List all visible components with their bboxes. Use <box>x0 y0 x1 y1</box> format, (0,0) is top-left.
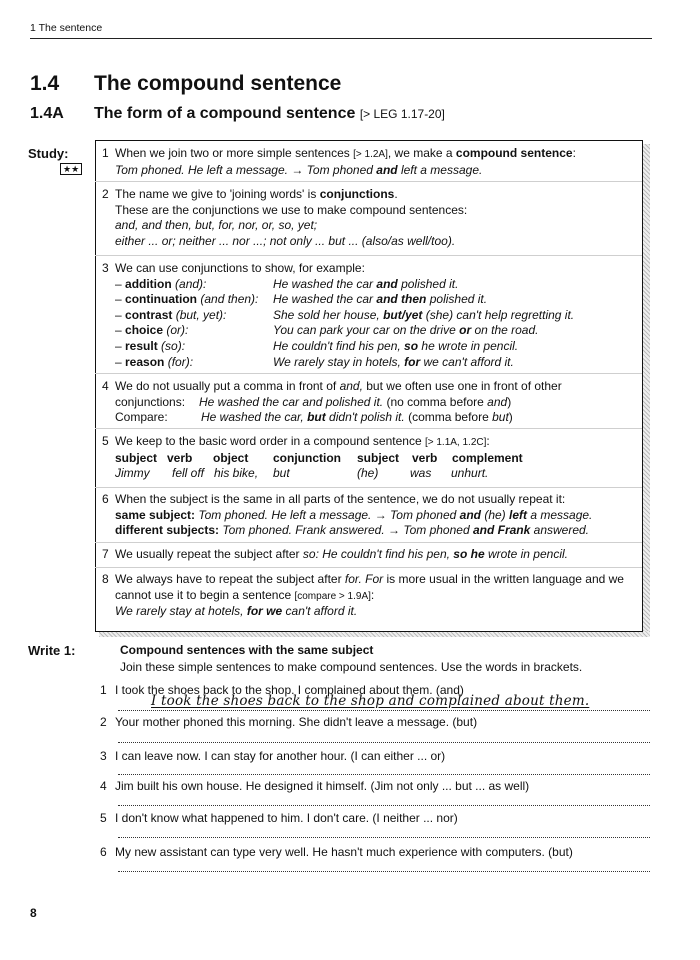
study-separator <box>95 487 642 488</box>
answer-line[interactable] <box>118 710 650 711</box>
answer-line[interactable] <box>118 774 650 775</box>
box-shadow-right <box>642 144 650 634</box>
study-separator <box>95 567 642 568</box>
exercise-number: 6 <box>100 845 107 859</box>
answer-line[interactable] <box>118 742 650 743</box>
exercise-prompt: I can leave now. I can stay for another hour. (I can either ... or) <box>115 749 446 763</box>
word-order-headers: subject verb object conjunction subject verb complement <box>115 450 523 465</box>
point-number: 1 <box>102 146 109 160</box>
study-point-8: 8 We always have to repeat the subject after for. For is more usual in the written language and we cannot use it to begin a sentence [compare > 1.9A]: We rarely stay at hotels, for we can't afford it. <box>102 572 624 619</box>
label-same-subject: same subject: <box>115 507 196 522</box>
usage-gloss: (or): <box>163 323 189 338</box>
study-point-4: 4 We do not usually put a comma in front of and, but we often use one in front of other conjunctions:He washed the car and polished it. (no comma before and) Compare: He washed the car, but didn't polish it. (comma before but) <box>102 379 562 425</box>
text: We can use conjunctions to show, for example: <box>115 261 365 275</box>
text: : <box>572 146 576 160</box>
example: Tom phoned. He left a message. <box>115 162 288 177</box>
section-number: 1.4 <box>30 72 60 95</box>
usage-term: addition <box>125 276 172 291</box>
usage-gloss: (for): <box>164 354 194 369</box>
exercise-number: 1 <box>100 683 107 697</box>
example-emphasis: and <box>376 162 398 177</box>
usage-row: – result (so): He couldn't find his pen, so he wrote in pencil. <box>115 338 519 353</box>
example: He washed the car, but didn't polish it. <box>201 410 405 425</box>
usage-row: – continuation (and then): He washed the car and then polished it. <box>115 292 488 307</box>
page-number: 8 <box>30 906 37 920</box>
usage-term: reason <box>125 354 165 369</box>
exercise-number: 2 <box>100 715 107 729</box>
usage-example: We rarely stay in hotels, for we can't afford it. <box>273 354 514 369</box>
exercise-prompt: Jim built his own house. He designed it himself. (Jim not only ... but ... as well) <box>115 779 530 793</box>
usage-example: He washed the car and polished it. <box>273 276 459 291</box>
subsection-title <box>94 105 445 123</box>
usage-example: You can park your car on the drive or on the road. <box>273 323 539 338</box>
cross-reference: [> 1.2A] <box>353 149 388 160</box>
conjunction-list: and, and then, but, for, nor, or, so, yet; <box>115 218 318 233</box>
usage-row: – choice (or): You can park your car on the drive or on the road. <box>115 323 539 338</box>
subsection-number: 1.4A <box>30 105 64 122</box>
difficulty-stars: ★★ <box>60 163 82 175</box>
subsection-reference: [> LEG 1.17-20] <box>359 107 445 121</box>
study-point-5: 5 We keep to the basic word order in a compound sentence [> 1.1A, 1.2C]: subject verb object conjunction subject verb complement Jimmy fell off his bike, but (he) was unhurt. <box>115 434 640 482</box>
arrow-icon: → <box>288 162 307 177</box>
arrow-icon: → <box>384 523 404 538</box>
usage-gloss: (and): <box>171 276 207 291</box>
conjunction-list: either ... or; neither ... nor ...; not only ... but ... (also/as well/too). <box>115 233 456 248</box>
exercise-instruction: Join these simple sentences to make compound sentences. Use the words in brackets. <box>120 660 583 674</box>
exercise-number: 3 <box>100 749 107 763</box>
exercise-prompt: Your mother phoned this morning. She didn't leave a message. (but) <box>115 715 478 729</box>
cross-reference: [compare > 1.9A] <box>294 590 371 602</box>
study-point-6: 6 When the subject is the same in all parts of the sentence, we do not usually repeat it: same subject: Tom phoned. He left a message. → Tom phoned and (he) left a message. different subjects: Tom phoned. Frank answered. → Tom phoned and Frank answered. <box>102 492 593 538</box>
point-number: 6 <box>102 492 109 506</box>
study-separator <box>95 542 642 543</box>
study-label: Study: <box>28 146 69 161</box>
study-point-1 <box>102 146 640 178</box>
example: Tom phoned <box>306 162 377 177</box>
exercise-title: Compound sentences with the same subject <box>120 643 374 657</box>
usage-gloss: (and then): <box>197 292 259 307</box>
point-number: 2 <box>102 187 109 201</box>
write-label: Write 1: <box>28 643 76 658</box>
study-point-2 <box>102 187 640 249</box>
key-term: compound sentence <box>455 146 573 160</box>
text: . <box>394 187 398 201</box>
word-order-example: Jimmy fell off his bike, but (he) was unhurt. <box>115 466 489 481</box>
usage-gloss: (but, yet): <box>172 307 227 322</box>
usage-row: – reason (for): We rarely stay in hotels, for we can't afford it. <box>115 354 514 369</box>
usage-term: result <box>125 338 158 353</box>
running-head: 1 The sentence <box>30 22 103 34</box>
header-rule <box>30 38 652 39</box>
arrow-icon: → <box>371 507 391 522</box>
usage-term: continuation <box>125 292 198 307</box>
exercise-number: 4 <box>100 779 107 793</box>
study-point-3 <box>102 261 640 370</box>
text: These are the conjunctions we use to make compound sentences: <box>115 202 468 217</box>
study-separator <box>95 428 642 429</box>
usage-row: – addition (and): He washed the car and polished it. <box>115 276 459 291</box>
subsection-title-text: The form of a compound sentence <box>94 105 356 122</box>
key-term: conjunctions <box>319 187 395 201</box>
answer-line[interactable] <box>118 837 650 838</box>
section-title: The compound sentence <box>94 72 342 95</box>
usage-example: She sold her house, but/yet (she) can't help regretting it. <box>273 307 575 322</box>
answer-line[interactable] <box>118 805 650 806</box>
example: He washed the car and polished it. <box>199 394 384 409</box>
study-point-7: 7 We usually repeat the subject after so: He couldn't find his pen, so he wrote in pencil. <box>102 547 568 561</box>
point-number: 5 <box>102 434 109 448</box>
exercise-prompt: I don't know what happened to him. I don't care. (I neither ... nor) <box>115 811 458 825</box>
cross-reference: [> 1.1A, 1.2C] <box>424 437 487 448</box>
key-word: and, <box>339 379 363 393</box>
usage-example: He washed the car and then polished it. <box>273 292 488 307</box>
point-number: 4 <box>102 379 109 393</box>
usage-row: – contrast (but, yet): She sold her house, but/yet (she) can't help regretting it. <box>115 307 575 322</box>
example: left a message. <box>397 162 483 177</box>
usage-gloss: (so): <box>157 338 186 353</box>
exercise-number: 5 <box>100 811 107 825</box>
study-separator <box>95 255 642 256</box>
label-different-subjects: different subjects: <box>115 523 220 538</box>
point-number: 8 <box>102 572 109 586</box>
usage-example: He couldn't find his pen, so he wrote in pencil. <box>273 338 519 353</box>
text: The name we give to 'joining words' is <box>115 187 320 201</box>
exercise-prompt: My new assistant can type very well. He hasn't much experience with computers. (but) <box>115 845 573 859</box>
exercise-prompt: I took the shoes back to the shop. I complained about them. (and) <box>115 683 464 697</box>
answer-line[interactable] <box>118 871 650 872</box>
point-number: 7 <box>102 547 109 561</box>
usage-term: choice <box>125 323 164 338</box>
usage-term: contrast <box>125 307 173 322</box>
study-separator <box>95 373 642 374</box>
point-number: 3 <box>102 261 109 275</box>
handwritten-answer[interactable]: I took the shoes back to the shop and complained about them. <box>151 693 590 709</box>
text: When we join two or more simple sentences <box>115 146 354 160</box>
text: , we make a <box>387 146 456 160</box>
study-separator <box>95 181 642 182</box>
